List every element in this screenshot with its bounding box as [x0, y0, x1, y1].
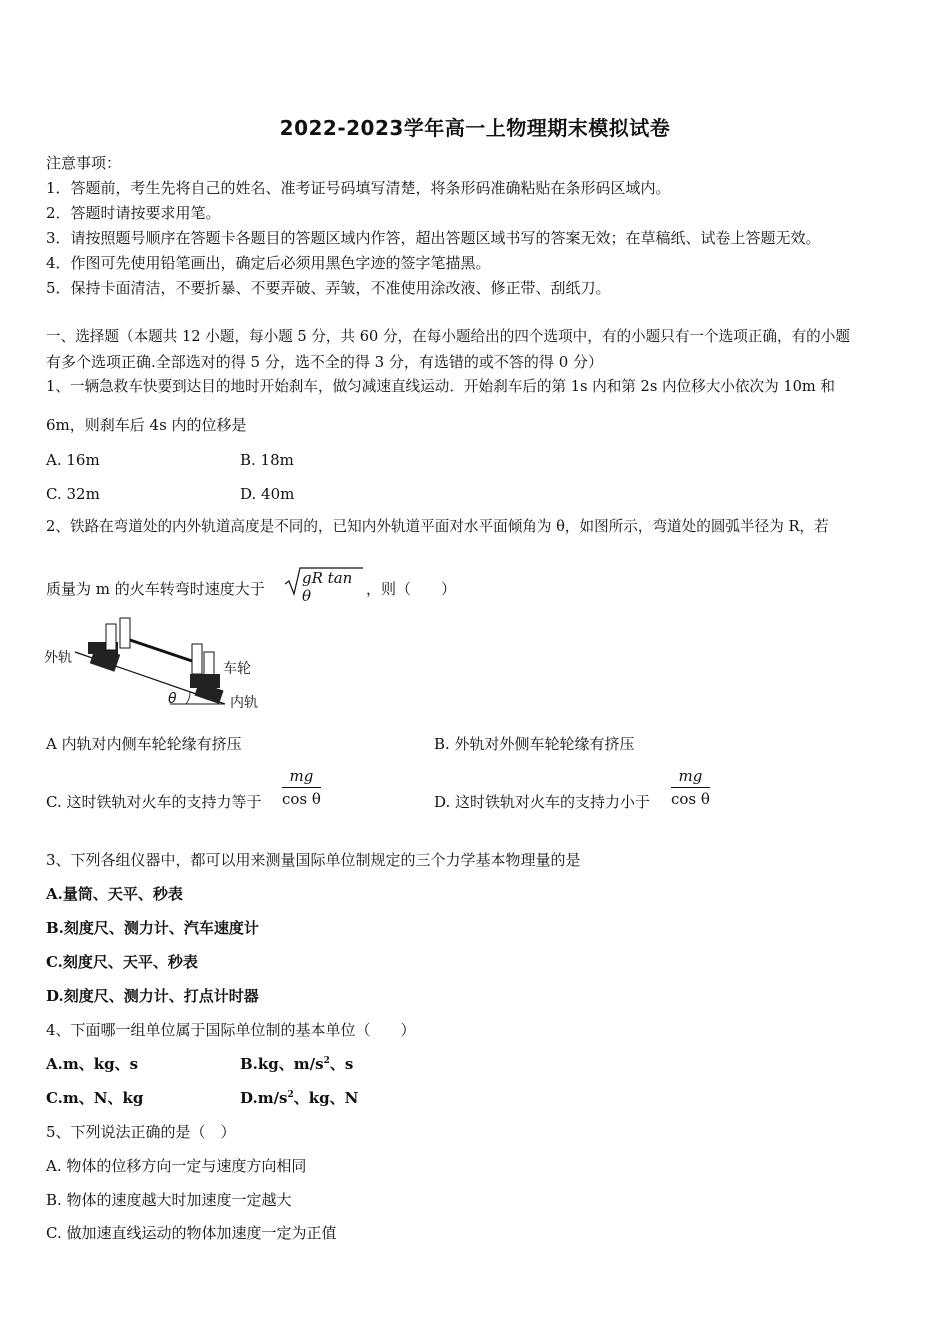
- q1-option-d: D. 40m: [240, 485, 295, 503]
- section-heading-line2: 有多个选项正确.全部选对的得 5 分，选不全的得 3 分，有选错的或不答的得 0 分）: [46, 353, 604, 371]
- notice-item: 3．请按照题号顺序在答题卡各题目的答题区域内作答，超出答题区域书写的答案无效；在草稿纸、试卷上答题无效。: [46, 229, 821, 247]
- q2-option-b: B. 外轨对外侧车轮轮缘有挤压: [434, 735, 635, 753]
- q4-stem: 4、下面哪一组单位属于国际单位制的基本单位（ ）: [46, 1021, 416, 1039]
- q5-stem: 5、下列说法正确的是（ ）: [46, 1123, 236, 1141]
- q3-option-a: A.量筒、天平、秒表: [46, 885, 183, 903]
- q2-option-d-fraction: [671, 767, 710, 808]
- superscript: 2: [287, 1090, 294, 1100]
- q3-option-c: C.刻度尺、天平、秒表: [46, 953, 198, 971]
- q1-option-a: A. 16m: [46, 451, 100, 469]
- q2-stem-line2-post: ，则（ ）: [366, 580, 457, 598]
- q2-option-d: D. 这时铁轨对火车的支持力小于: [434, 793, 651, 811]
- q4-option-c: C.m、N、kg: [46, 1089, 144, 1107]
- rail-diagram: [40, 612, 280, 712]
- q2-stem-line2-pre: 质量为 m 的火车转弯时速度大于: [46, 580, 265, 598]
- q4-option-d-text: D.m/s: [240, 1089, 288, 1107]
- sqrt-radicand: gR tan θ: [302, 569, 353, 605]
- q2-stem-line1: 2、铁路在弯道处的内外轨道高度是不同的，已知内外轨道平面对水平面倾角为 θ，如图所示，弯道处的圆弧半径为 R，若: [46, 518, 829, 535]
- q4-option-d: [240, 1088, 358, 1108]
- fraction-denominator: cos θ: [671, 790, 710, 808]
- notice-heading: 注意事项：: [46, 154, 122, 172]
- q4-option-b: [240, 1054, 353, 1074]
- fraction-numerator: mg: [678, 767, 703, 785]
- q5-option-c: C. 做加速直线运动的物体加速度一定为正值: [46, 1224, 337, 1242]
- notice-item: 2．答题时请按要求用笔。: [46, 204, 221, 222]
- fraction-denominator: cos θ: [282, 790, 321, 808]
- q2-option-c-fraction: [282, 767, 321, 808]
- label-angle-theta: θ: [168, 691, 177, 707]
- q1-stem-line2: 6m，则刹车后 4s 内的位移是: [46, 416, 247, 434]
- page-title: 2022-2023学年高一上物理期末模拟试卷: [279, 116, 671, 140]
- label-outer-rail: 外轨: [44, 650, 72, 666]
- notice-item: 4．作图可先使用铅笔画出，确定后必须用黑色字迹的签字笔描黑。: [46, 254, 491, 272]
- q3-option-b: B.刻度尺、测力计、汽车速度计: [46, 919, 259, 937]
- sqrt-expression: [284, 566, 364, 605]
- superscript: 2: [323, 1056, 330, 1066]
- q2-option-a: A 内轨对内侧车轮轮缘有挤压: [46, 735, 242, 753]
- label-inner-rail: 内轨: [230, 695, 258, 711]
- q4-option-a: A.m、kg、s: [46, 1055, 139, 1073]
- q5-option-b: B. 物体的速度越大时加速度一定越大: [46, 1191, 292, 1209]
- fraction-bar: [671, 787, 710, 788]
- q1-option-b: B. 18m: [240, 451, 294, 469]
- q3-option-d: D.刻度尺、测力计、打点计时器: [46, 987, 259, 1005]
- section-heading-line1: 一、选择题（本题共 12 小题，每小题 5 分，共 60 分，在每小题给出的四个选项中，有的小题只有一个选项正确，有的小题: [46, 328, 850, 345]
- q2-option-c: C. 这时铁轨对火车的支持力等于: [46, 793, 262, 811]
- fraction-numerator: mg: [289, 767, 314, 785]
- fraction-bar: [282, 787, 321, 788]
- notice-item: 1．答题前，考生先将自己的姓名、准考证号码填写清楚，将条形码准确粘贴在条形码区域内。: [46, 179, 671, 197]
- q3-stem: 3、下列各组仪器中，都可以用来测量国际单位制规定的三个力学基本物理量的是: [46, 851, 581, 869]
- q4-option-d-tail: 、kg、N: [293, 1089, 359, 1107]
- q4-option-b-text: B.kg、m/s: [240, 1055, 324, 1073]
- q1-stem-line1: 1、一辆急救车快要到达目的地时开始刹车，做匀减速直线运动．开始刹车后的第 1s 内和第 2s 内位移大小依次为 10m 和: [46, 378, 835, 395]
- label-wheel: 车轮: [223, 661, 251, 677]
- notice-item: 5．保持卡面清洁，不要折暴、不要弄破、弄皱，不准使用涂改液、修正带、刮纸刀。: [46, 279, 611, 297]
- q4-option-b-tail: 、s: [329, 1055, 354, 1073]
- q1-option-c: C. 32m: [46, 485, 100, 503]
- q5-option-a: A. 物体的位移方向一定与速度方向相同: [46, 1157, 307, 1175]
